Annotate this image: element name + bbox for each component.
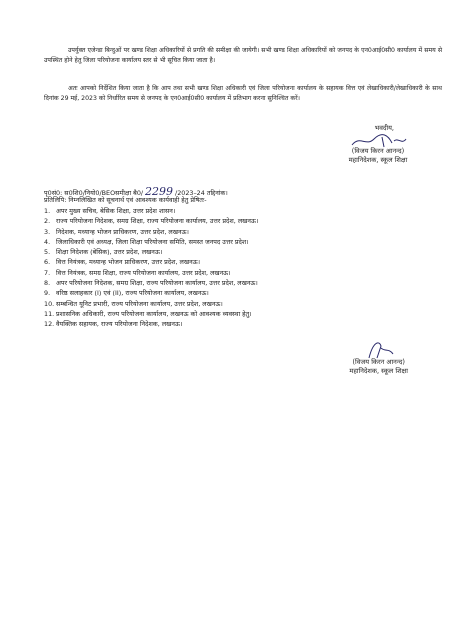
list-item: 12. वैयक्तिक सहायक, राज्य परियोजना निदेशक, लखनऊ।	[44, 320, 183, 329]
list-item: 3. निदेशक, मध्यान्ह भोजन प्राधिकरण, उत्तर प्रदेश, लखनऊ।	[44, 227, 189, 236]
list-item: 9. वरिष्ठ सलाहकार (I) एवं (II), राज्य परियोजना कार्यालय, लखनऊ।	[44, 289, 209, 298]
signatory-designation: महानिदेशक, स्कूल शिक्षा	[348, 156, 408, 164]
paragraph-review-agenda: उपर्युक्त एजेन्डा बिन्दुओं पर खण्ड शिक्षा अधिकारियों से प्रगति की समीक्षा की जायेगी। सभी खण्ड शिक्षा अधिकारियों को जनपद के एन0आई0सी0 कार्यालय में समय से उपस्थित होने हेतु जिला परियोजना कार्यालय स्तर से भी सूचित किया जाता है।	[44, 47, 442, 64]
copy-to-list	[44, 206, 444, 330]
signatory-designation: महानिदेशक, स्कूल शिक्षा	[349, 367, 408, 375]
salutation: भवदीय,	[374, 124, 394, 132]
list-item: 11. प्रशासनिक अधिकारी, राज्य परियोजना कार्यालय, लखनऊ को आवश्यक व्यवस्था हेतु।	[44, 309, 252, 318]
signatory-name: (विजय किरन आनन्द)	[351, 147, 405, 155]
list-item: 5. शिक्षा निदेशक (बेसिक), उत्तर प्रदेश, लखनऊ।	[44, 248, 163, 257]
list-item: 1. अपर मुख्य सचिव, बेसिक शिक्षा, उत्तर प्रदेश शासन।	[44, 207, 176, 215]
reference-handwritten-number: 2299	[145, 185, 174, 198]
list-item: 8. अपर परियोजना निदेशक, समग्र शिक्षा, राज्य परियोजना कार्यालय, उत्तर प्रदेश, लखनऊ।	[44, 279, 258, 288]
copy-to-heading: प्रतिलिपि: निम्नलिखित को सूचनार्थ एवं आवश्यक कार्यवाही हेतु प्रेषितः-	[44, 196, 207, 204]
list-item: 7. वित्त नियंत्रक, समग्र शिक्षा, राज्य परियोजना कार्यालय, उत्तर प्रदेश, लखनऊ।	[44, 268, 231, 277]
reference-suffix: /2023–24 तद्दिनांक।	[175, 189, 228, 197]
signature-block-secondary	[349, 338, 408, 376]
signature-scribble-icon	[359, 338, 399, 360]
list-item: 10. सम्बन्धित यूनिट प्रभारी, राज्य परियोजना कार्यालय, उत्तर प्रदेश, लखनऊ।	[44, 299, 223, 308]
paragraph-instruction: अतः आपको निर्देशित किया जाता है कि आप तथा सभी खण्ड शिक्षा अधिकारी एवं जिला परियोजना कार्यालय के सहायक वित्त एवं लेखाधिकारी/लेखाधिकारी के साथ दिनांक 29 मई, 2023 को निर्धारित समय से जनपद के एन0आई0सी0 कार्यालय में प्रतिभाग करना सुनिश्चित करें।	[44, 85, 442, 102]
signature-block-primary	[348, 124, 408, 165]
signatory-name: (विजय किरन आनन्द)	[352, 358, 405, 366]
list-item: 2. राज्य परियोजना निदेशक, समग्र शिक्षा, राज्य परियोजना कार्यालय, उत्तर प्रदेश, लखनऊ।	[44, 217, 259, 226]
list-item: 4. जिलाधिकारी एवं अध्यक्ष, जिला शिक्षा परियोजना समिति, समस्त जनपद उत्तर प्रदेश।	[44, 237, 249, 246]
reference-prefix: पृ0सं0: स0शि0/नियो0/BEOसमीक्षा बै0/	[44, 189, 144, 197]
list-item: 6. वित्त नियंत्रक, मध्यान्ह भोजन प्राधिकरण, उत्तर प्रदेश, लखनऊ।	[44, 258, 201, 267]
